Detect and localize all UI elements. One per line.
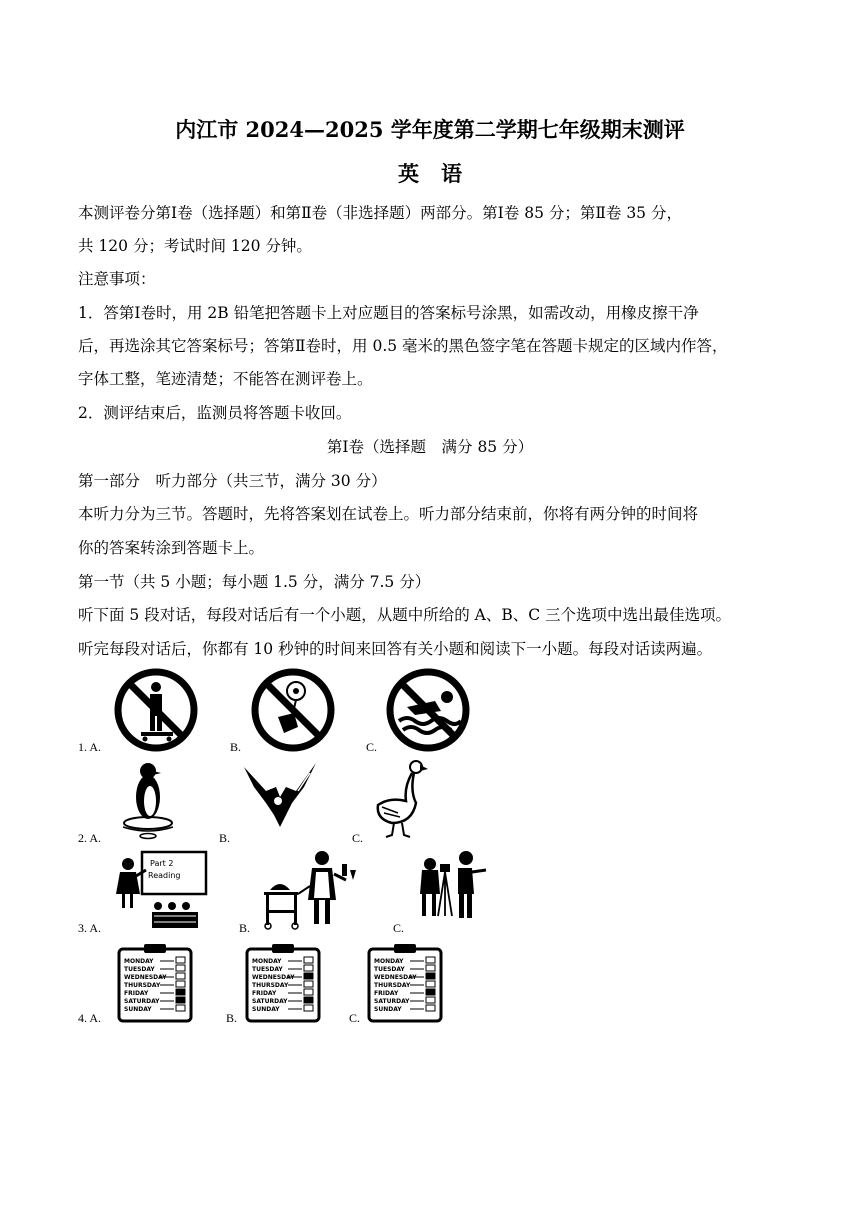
- board-text-1: Part 2: [150, 859, 174, 868]
- intro-line-1: 本测评卷分第Ⅰ卷（选择题）和第Ⅱ卷（非选择题）两部分。第Ⅰ卷 85 分；第Ⅱ卷 35 分，: [78, 204, 682, 222]
- notes-heading: 注意事项：: [78, 270, 156, 288]
- schedule-day-label: SATURDAY: [252, 998, 288, 1005]
- q1-option-b-label: B.: [230, 740, 242, 754]
- part-1-desc-1: 本听力分为三节。答题时，先将答案划在试卷上。听力部分结束前，你将有两分钟的时间将: [78, 505, 699, 523]
- intro-line-2: 共 120 分；考试时间 120 分钟。: [78, 237, 312, 255]
- q4-option-a-label: 4. A.: [78, 1011, 102, 1025]
- part-1-heading: 第一部分 听力部分（共三节，满分 30 分）: [78, 472, 387, 490]
- schedule-icon-a: [116, 943, 194, 1023]
- q3-option-a-label: 3. A.: [78, 921, 102, 935]
- q4-option-b-label: B.: [226, 1011, 238, 1025]
- q1-option-a-label: 1. A.: [78, 740, 102, 754]
- q2-option-b-label: B.: [219, 831, 231, 845]
- board-text-2: Reading: [148, 871, 181, 880]
- schedule-day-label: TUESDAY: [252, 966, 283, 973]
- notes-item-1-line-3: 字体工整，笔迹清楚；不能答在测评卷上。: [78, 370, 373, 388]
- schedule-day-label: TUESDAY: [124, 966, 155, 973]
- q1-option-c-label: C.: [366, 740, 378, 754]
- schedule-day-label: SATURDAY: [124, 998, 160, 1005]
- schedule-day-label: TUESDAY: [374, 966, 405, 973]
- schedule-icon-c: [366, 943, 444, 1023]
- sub-section-desc-2: 听完每段对话后，你都有 10 秒钟的时间来回答有关小题和阅读下一小题。每段对话读两遍。: [78, 640, 713, 658]
- schedule-day-label: FRIDAY: [124, 990, 149, 997]
- exam-title: 内江市 2024—2025 学年度第二学期七年级期末测评: [175, 117, 685, 142]
- q2-option-c-label: C.: [352, 831, 364, 845]
- schedule-day-label: THURSDAY: [124, 982, 161, 989]
- no-skateboarding-icon: [113, 667, 199, 753]
- waiter-icon: [258, 850, 362, 932]
- q3-option-b-label: B.: [239, 921, 251, 935]
- schedule-day-label: THURSDAY: [252, 982, 289, 989]
- part-1-desc-2: 你的答案转涂到答题卡上。: [78, 539, 265, 557]
- penguin-icon: [115, 757, 181, 841]
- schedule-day-label: FRIDAY: [252, 990, 277, 997]
- notes-item-1-line-2: 后，再选涂其它答案标号；答第Ⅱ卷时，用 0.5 毫米的黑色签字笔在答题卡规定的区域内作答，: [78, 337, 728, 355]
- no-picking-flowers-icon: [250, 667, 336, 753]
- sub-section-heading: 第一节（共 5 小题；每小题 1.5 分，满分 7.5 分）: [78, 573, 431, 591]
- schedule-day-label: MONDAY: [124, 958, 154, 965]
- schedule-day-label: WEDNESDAY: [374, 974, 417, 981]
- schedule-day-label: WEDNESDAY: [252, 974, 295, 981]
- teacher-icon: [112, 850, 210, 932]
- sub-section-desc-1: 听下面 5 段对话，每段对话后有一个小题，从题中所给的 A、B、C 三个选项中选出最佳选项。: [78, 606, 732, 624]
- subject-title: 英语: [398, 161, 484, 186]
- photographer-icon: [412, 850, 492, 920]
- schedule-day-label: SUNDAY: [124, 1006, 152, 1013]
- q3-option-c-label: C.: [393, 921, 405, 935]
- section-heading: 第Ⅰ卷（选择题 满分 85 分）: [326, 438, 534, 456]
- q2-option-a-label: 2. A.: [78, 831, 102, 845]
- schedule-day-label: WEDNESDAY: [124, 974, 167, 981]
- q4-option-c-label: C.: [349, 1011, 361, 1025]
- schedule-day-label: FRIDAY: [374, 990, 399, 997]
- schedule-icon-b: [244, 943, 322, 1023]
- schedule-day-label: THURSDAY: [374, 982, 411, 989]
- schedule-day-label: MONDAY: [252, 958, 282, 965]
- schedule-day-label: MONDAY: [374, 958, 404, 965]
- schedule-day-label: SUNDAY: [252, 1006, 280, 1013]
- notes-item-2: 2．测评结束后，监测员将答题卡收回。: [78, 404, 352, 422]
- goose-icon: [372, 757, 432, 841]
- no-swimming-icon: [385, 667, 471, 753]
- schedule-day-label: SATURDAY: [374, 998, 410, 1005]
- eagle-icon: [240, 757, 320, 837]
- notes-item-1-line-1: 1．答第Ⅰ卷时，用 2B 铅笔把答题卡上对应题目的答案标号涂黑，如需改动，用橡皮擦干净: [78, 304, 699, 322]
- schedule-day-label: SUNDAY: [374, 1006, 402, 1013]
